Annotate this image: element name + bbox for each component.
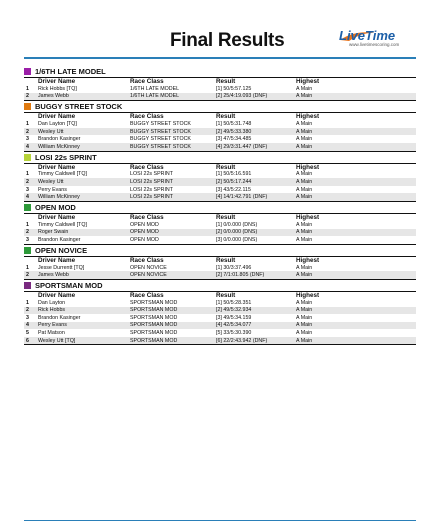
header-divider [24,57,416,59]
position-cell: 1 [26,221,29,228]
table-header-row [24,292,416,299]
highest-cell: A Main [296,178,416,186]
race-class-cell: OPEN NOVICE [130,271,216,279]
result-cell: [4] 29/3:31.447 (DNF) [216,143,296,151]
result-cell: [2] 49/5:33.380 [216,128,296,136]
race-section [24,281,416,346]
race-class-cell: OPEN MOD [130,229,216,237]
table-header-row [24,257,416,264]
position-cell: 3 [26,186,29,193]
race-section [24,153,416,202]
race-class-header: Race Class [130,163,164,171]
result-cell: [4] 42/5:34.077 [216,322,296,330]
table-row [24,337,416,345]
result-cell: [1] 30/3:37.496 [216,264,252,271]
race-class-cell: BUGGY STREET STOCK [130,143,216,151]
race-class-cell: 1/6TH LATE MODEL [130,93,216,101]
highest-cell: A Main [296,136,313,143]
position-header [24,292,38,299]
logo-url: www.livetimescoring.com [349,42,400,47]
position-header [24,78,38,85]
highest-header: Highest [296,256,320,264]
result-cell: [1] 50/5:31.748 [216,120,252,127]
driver-cell: Pat Matson [38,330,65,337]
race-class-cell: SPORTSMAN MOD [130,307,216,315]
driver-header: Driver Name [38,256,76,264]
driver-header: Driver Name [38,291,76,299]
race-section [24,67,416,101]
table-header-row [24,164,416,171]
section-bottom-rule [24,279,416,280]
driver-cell: Wesley Utt [38,128,130,136]
section-bottom-rule [24,100,416,101]
driver-cell: Dan Layton [38,299,66,306]
position-cell: 2 [24,93,38,101]
result-cell: [2] 7/1:01.805 (DNF) [216,271,296,279]
highest-cell: A Main [296,128,416,136]
result-header: Result [216,256,236,264]
section-bottom-rule [24,151,416,152]
results-table [24,292,416,345]
table-row [24,93,416,101]
position-cell: 5 [26,330,29,337]
highest-cell: A Main [296,93,416,101]
class-color-swatch [24,154,31,161]
race-class-cell: LOSI 22s SPRINT [130,171,173,178]
result-cell: [1] 0/0.000 (DNS) [216,221,258,228]
table-row [24,322,416,330]
table-row [24,329,416,337]
section-title: 1/6TH LATE MODEL [35,67,106,76]
driver-header: Driver Name [38,163,76,171]
highest-header: Highest [296,113,320,121]
driver-cell: Timmy Caldwell [TQ] [38,221,87,228]
table-row [24,221,416,229]
driver-cell: Brandon Kasinger [38,136,81,143]
position-cell: 2 [24,128,38,136]
table-header-row [24,214,416,221]
section-bottom-rule [24,244,416,245]
results-table [24,257,416,279]
section-title: OPEN MOD [35,202,76,212]
table-row [24,135,416,143]
highest-cell: A Main [296,307,416,315]
section-title: OPEN NOVICE [35,245,88,255]
table-row [24,314,416,322]
driver-header: Driver Name [38,78,76,85]
section-header [24,102,416,111]
driver-cell: Jesse Durrentt [TQ] [38,264,85,271]
highest-cell: A Main [296,85,313,92]
class-color-swatch [24,247,31,254]
highest-cell: A Main [296,322,416,330]
driver-cell: James Webb [38,271,130,279]
result-header: Result [216,113,236,121]
footer-divider [24,520,416,521]
driver-cell: William McKinney [38,143,130,151]
section-header [24,246,416,255]
result-cell: [4] 14/1:42.791 (DNF) [216,193,296,201]
highest-header: Highest [296,213,320,221]
highest-cell: A Main [296,193,416,201]
class-color-swatch [24,204,31,211]
table-row [24,229,416,237]
result-cell: [1] 50/5:16.591 [216,171,252,178]
result-cell: [2] 49/5:32.934 [216,307,296,315]
race-class-cell: OPEN MOD [130,221,159,228]
result-cell: [3] 43/5:22.115 [216,186,251,193]
result-cell: [2] 0/0.000 (DNS) [216,229,296,237]
position-cell: 4 [24,143,38,151]
race-class-cell: LOSI 22s SPRINT [130,178,216,186]
driver-cell: Perry Evans [38,186,67,193]
position-cell: 1 [26,171,29,178]
class-color-swatch [24,103,31,110]
race-class-header: Race Class [130,78,164,85]
table-row [24,178,416,186]
position-cell: 1 [26,85,29,92]
driver-cell: James Webb [38,93,130,101]
section-bottom-rule [24,201,416,202]
logo-text: LiveTime [339,28,396,43]
race-class-cell: 1/6TH LATE MODEL [130,85,180,92]
race-class-header: Race Class [130,213,164,221]
race-class-header: Race Class [130,113,164,121]
race-class-cell: LOSI 22s SPRINT [130,193,216,201]
page-title: Final Results [170,30,285,51]
race-class-cell: SPORTSMAN MOD [130,299,178,306]
driver-cell: Roger Swain [38,229,130,237]
highest-header: Highest [296,78,320,85]
driver-cell: Timmy Caldwell [TQ] [38,171,87,178]
results-table [24,78,416,100]
table-row [24,171,416,179]
position-cell: 3 [26,136,29,143]
highest-cell: A Main [296,314,313,321]
race-class-cell: SPORTSMAN MOD [130,330,178,337]
section-header [24,203,416,212]
position-cell: 2 [24,307,38,315]
table-row [24,186,416,194]
position-cell: 1 [26,120,29,127]
highest-cell: A Main [296,171,313,178]
driver-header: Driver Name [38,213,76,221]
race-section [24,246,416,280]
results-table [24,113,416,150]
position-header [24,257,38,264]
table-row [24,307,416,315]
position-cell: 1 [26,299,29,306]
result-cell: [3] 49/5:34.159 [216,314,252,321]
results-table [24,164,416,201]
highest-header: Highest [296,163,320,171]
highest-cell: A Main [296,221,313,228]
race-class-cell: BUGGY STREET STOCK [130,120,191,127]
result-cell: [5] 33/5:30.390 [216,330,252,337]
race-class-cell: OPEN MOD [130,236,159,243]
race-section [24,203,416,245]
highest-cell: A Main [296,271,416,279]
position-header [24,113,38,120]
highest-cell: A Main [296,186,313,193]
race-class-cell: BUGGY STREET STOCK [130,128,216,136]
position-cell: 2 [24,178,38,186]
race-class-cell: OPEN NOVICE [130,264,167,271]
table-row [24,143,416,151]
position-cell: 3 [26,236,29,243]
driver-cell: Brandon Kasinger [38,314,81,321]
driver-header: Driver Name [38,113,76,121]
driver-cell: Dan Layton [TQ] [38,120,77,127]
race-class-cell: LOSI 22s SPRINT [130,186,173,193]
result-cell: [3] 0/0.000 (DNS) [216,236,258,243]
highest-cell: A Main [296,299,313,306]
driver-cell: Rick Hobbs [38,307,130,315]
driver-cell: Wesley Utt [38,178,130,186]
table-row [24,271,416,279]
position-cell: 1 [26,264,29,271]
section-title: SPORTSMAN MOD [35,280,103,290]
highest-cell: A Main [296,264,313,271]
result-header: Result [216,163,236,171]
position-header [24,164,38,171]
table-row [24,264,416,272]
result-header: Result [216,291,236,299]
table-header-row [24,78,416,85]
race-class-cell: SPORTSMAN MOD [130,314,178,321]
highest-header: Highest [296,291,320,299]
result-cell: [2] 25/4:19.093 (DNF) [216,93,296,101]
race-class-header: Race Class [130,291,164,299]
result-header: Result [216,78,236,85]
race-class-cell: SPORTSMAN MOD [130,337,216,345]
section-header [24,153,416,162]
driver-cell: Brandon Kasinger [38,236,81,243]
highest-cell: A Main [296,236,313,243]
section-title: BUGGY STREET STOCK [35,102,123,112]
position-cell: 2 [24,229,38,237]
position-cell: 4 [24,193,38,201]
driver-cell: Perry Evans [38,322,130,330]
position-header [24,214,38,221]
result-cell: [1] 50/5:28.351 [216,299,252,306]
section-title: LOSI 22s SPRINT [35,152,97,162]
highest-cell: A Main [296,143,416,151]
highest-cell: A Main [296,229,416,237]
position-cell: 6 [24,337,38,345]
highest-cell: A Main [296,120,313,127]
result-cell: [1] 50/5:57.125 [216,85,252,92]
table-header-row [24,113,416,120]
position-cell: 2 [24,271,38,279]
table-row [24,299,416,307]
table-row [24,193,416,201]
table-row [24,120,416,128]
highest-cell: A Main [296,337,416,345]
section-bottom-rule [24,344,416,345]
table-row [24,236,416,244]
section-header [24,67,416,76]
class-color-swatch [24,68,31,75]
race-class-cell: BUGGY STREET STOCK [130,136,191,143]
highest-cell: A Main [296,330,313,337]
table-row [24,128,416,136]
result-header: Result [216,213,236,221]
result-cell: [2] 50/5:17.244 [216,178,296,186]
result-cell: [6] 22/2:43.942 (DNF) [216,337,296,345]
driver-cell: Rick Hobbs [TQ] [38,85,77,92]
results-table [24,214,416,244]
class-color-swatch [24,282,31,289]
result-cell: [3] 47/5:34.485 [216,136,252,143]
section-header [24,281,416,290]
position-cell: 3 [26,314,29,321]
table-row [24,85,416,93]
driver-cell: Wesley Utt [TQ] [38,337,130,345]
results-content [24,66,416,345]
driver-cell: William McKinney [38,193,130,201]
race-class-header: Race Class [130,256,164,264]
race-section [24,102,416,151]
position-cell: 4 [24,322,38,330]
race-class-cell: SPORTSMAN MOD [130,322,216,330]
